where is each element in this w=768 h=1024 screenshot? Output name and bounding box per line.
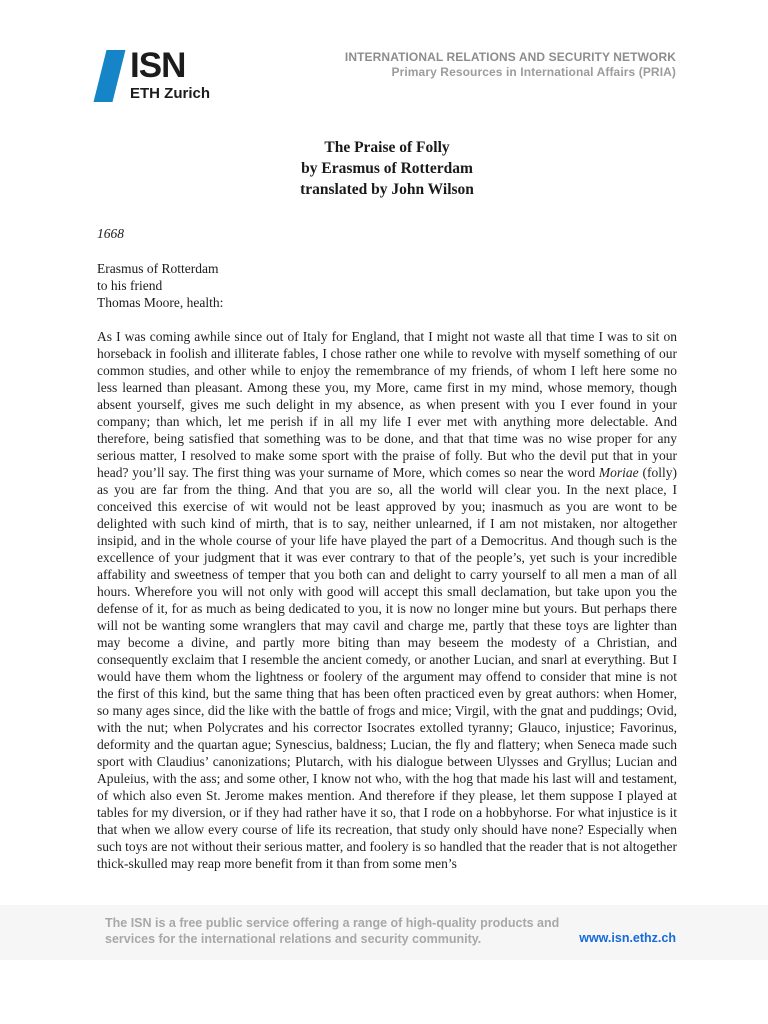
moriae-italic-word: Moriae	[598, 465, 639, 480]
footer-description: The ISN is a free public service offering a range of high-quality products and services for the international relations and security community.	[105, 916, 560, 946]
body-text-part-2: (folly) as you are far from the thing. And that you are so, all the world will clear you. In the next place, I conceived this exercise of wit would not be least approved by you; inasmuch as you are wont to be delighted with such kind of mirth, that is to say, neither unlearned, if I am not mistaken, nor altogether insipid, and in the whole course of your life have played the part of a Democritus. And though such is the excellence of your judgment that it was ever contrary to that of the people’s, yet such is your incredible affability and sweetness of temper that you both can and delight to carry yourself to all men a man of all hours. Wherefore you will not only with good will accept this small declamation, but take upon you the defense of it, for as much as being dedicated to you, it is now no longer mine but yours. But perhaps there will not be wanting some wranglers that may cavil and charge me, partly that these toys are lighter than may become a divine, and partly more biting than may beseem the modesty of a Christian, and consequently exclaim that I resemble the ancient comedy, or another Lucian, and snarl at everything. But I would have them whom the lightness or foolery of the argument may offend to consider that mine is not the first of this kind, but the same thing that has been often practiced even by great authors: when Homer, so many ages since, did the like with the battle of frogs and mice; Virgil, with the gnat and puddings; Ovid, with the nut; when Polycrates and his corrector Isocrates extolled tyranny; Glauco, injustice; Favorinus, deformity and the quartan ague; Synescius, baldness; Lucian, the fly and flattery; when Seneca made such sport with Claudius’ canonizations; Plutarch, with his dialogue between Ulysses and Gryllus; Lucian and Apuleius, with the ass; and some other, I know not who, with the hog that made his last will and testament, of which also even St. Jerome makes mention. And therefore if they please, let them suppose I played at tables for my diversion, or if they had rather have it so, that I rode on a hobbyhorse. For what injustice is it that when we allow every course of life its recreation, that study only should have none? Especially when such toys are not without their serious matter, and foolery is so handled that the reader that is not altogether thick-skulled may reap more benefit from it than from some men’s	[97, 465, 677, 871]
title-line-1: The Praise of Folly	[324, 139, 450, 156]
salutation-author: Erasmus of Rotterdam	[97, 261, 219, 276]
salutation-block	[97, 260, 223, 311]
title-line-2: by Erasmus of Rotterdam	[301, 160, 473, 177]
isn-logo-text	[130, 48, 210, 103]
document-title	[97, 137, 677, 200]
body-text-part-1: As I was coming awhile since out of Italy for England, that I might not waste all that time I was to sit on horseback in foolish and illiterate fables, I chose rather one while to revolve with myself something of our common studies, and other while to enjoy the remembrance of my friends, of whom I left here some no less learned than pleasant. Among these you, my More, came first in my mind, whose memory, though absent yourself, gives me such delight in my absence, as when present with you I ever found in your company; than which, let me perish if in all my life I ever met with anything more delectable. And therefore, being satisfied that something was to be done, and that that time was no wise proper for any serious matter, I resolved to make some sport with the praise of folly. But who the devil put that in your head? you’ll say. The first thing was your surname of More, which comes so near the word	[97, 329, 677, 480]
isn-logo-blue-bar-icon	[94, 50, 126, 102]
salutation-relation: to his friend	[97, 278, 163, 293]
isn-logo	[100, 48, 210, 103]
org-name: INTERNATIONAL RELATIONS AND SECURITY NETWORK	[344, 50, 676, 64]
footer-band	[0, 905, 768, 960]
header-organization-block	[345, 50, 676, 80]
title-line-3: translated by John Wilson	[300, 181, 474, 198]
org-subtitle: Primary Resources in International Affairs (PRIA)	[391, 65, 676, 79]
logo-eth-zurich: ETH Zurich	[130, 85, 211, 102]
body-paragraph	[97, 328, 677, 872]
logo-isn-wordmark: ISN	[130, 46, 186, 85]
salutation-recipient: Thomas Moore, health:	[97, 295, 224, 310]
publication-year: 1668	[97, 226, 124, 241]
footer-website-link[interactable]: www.isn.ethz.ch	[579, 931, 676, 945]
